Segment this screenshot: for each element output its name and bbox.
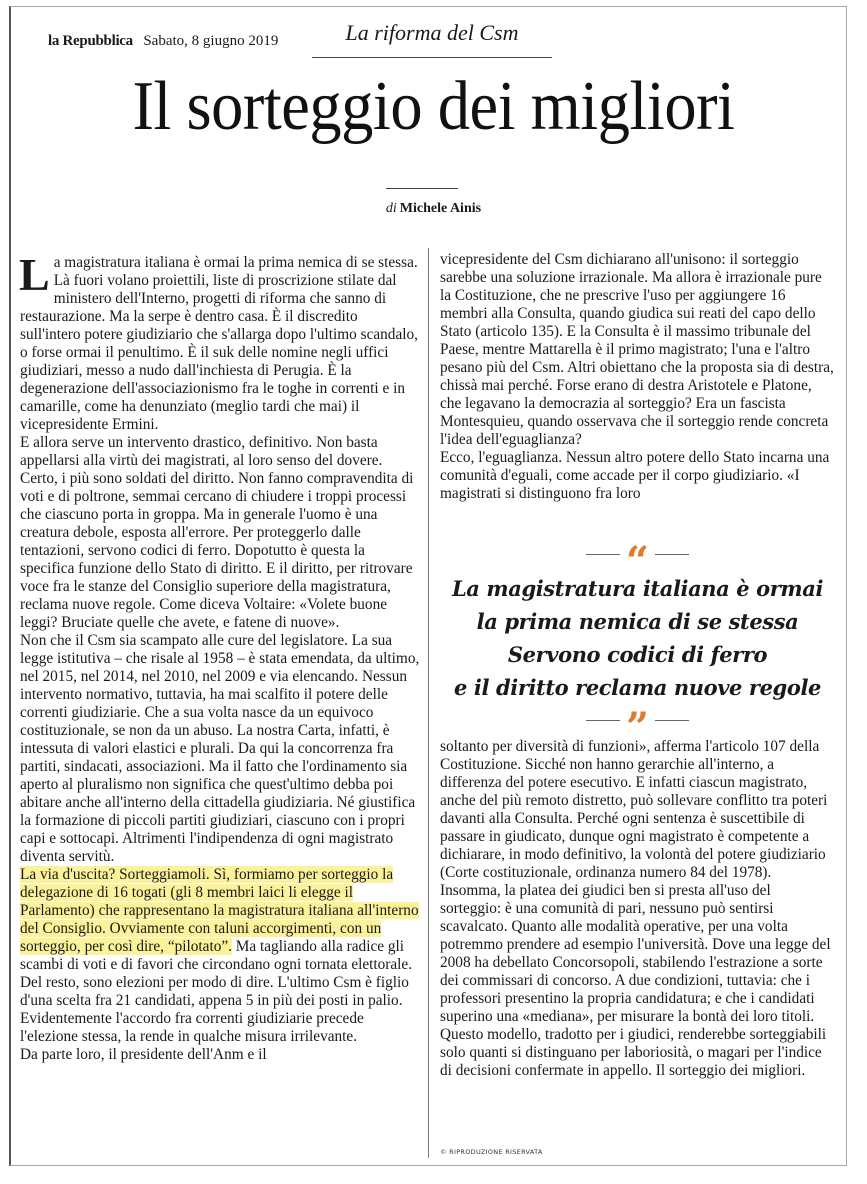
quote-rule	[655, 554, 689, 555]
paragraph: La magistratura italiana è ormai la prima nemica di se stessa. Là fuori volano proiettili, liste di proscrizione stilate dal ministero dell'Interno, progetti di riforma che sanno di restaurazione. Ma la serpe è dentro casa. È il discredito sull'intero potere giudiziario che s'allarga dopo l'ultimo scandalo, o forse ormai il penultimo. È il suk delle nomine negli uffici giudiziari, messo a nudo dall'inchiesta di Perugia. È la degenerazione dell'associazionismo fra le toghe in correnti e in camarille, come ha denunziato (meglio tardi che mai) il vicepresidente Ermini.	[19, 249, 418, 433]
paragraph: Da parte loro, il presidente dell'Anm e il	[20, 1046, 267, 1063]
article-column-right-top	[440, 251, 835, 503]
byline	[0, 201, 867, 217]
highlighted-text: La via d'uscita? Sorteggiamoli. Sì, formiamo per sorteggio la delegazione di 16 togati (gli 8 membri laici li elegge il Parlamento) che rappresentano la magistratura italiana all'interno del Consiglio. Ovviamente con taluni accorgimenti, con un sorteggio, per così dire, “pilotato”.	[20, 866, 419, 955]
paragraph: soltanto per diversità di funzioni», afferma l'articolo 107 della Costituzione. Sicché non hanno gerarchie all'interno, a differenza del potere esecutivo. E infatti ciascun magistrato, anche del più remoto distretto, può sollevare conflitto tra poteri davanti alla Consulta. Perché ogni sentenza è suscettibile di passare in giudicato, dunque ogni magistrato è competente a dichiarare, in modo definitivo, la volontà del potere giudiziario (Corte costituzionale, ordinanza numero 84 del 1978).	[440, 738, 828, 881]
quote-rule	[586, 720, 620, 721]
publication-date: Sabato, 8 giugno 2019	[143, 33, 279, 49]
article-column-left	[19, 249, 420, 1064]
pull-quote-line: la prima nemica di se stessa	[476, 609, 799, 634]
pull-quote	[440, 540, 835, 734]
article-column-right-bottom	[440, 738, 835, 1080]
pull-quote-line: Servono codici di ferro	[507, 642, 768, 667]
headline: Il sorteggio dei migliori	[132, 68, 735, 145]
paragraph: Insomma, la platea dei giudici ben si presta all'uso del sorteggio: è una comunità di pari, nessuno può sentirsi scavalcato. Quanto alle modalità operative, per una volta potremmo prendere ad esempio l'università. Dove una legge del 2008 ha debellato Concorsopoli, stabilendo l'estrazione a sorte dei commissari di concorso. A due condizioni, tuttavia: che i professori presentino la propria candidatura; e che i candidati superino una «mediana», per misurare la bontà dei loro titoli. Questo modello, tradotto per i giudici, renderebbe sorteggiabili solo quanti si distinguano per laboriosità, o magari per l'indice di decisioni confermate in appello. Il sorteggio dei migliori.	[440, 882, 831, 1079]
paragraph: Ecco, l'eguaglianza. Nessun altro potere dello Stato incarna una comunità d'eguali, come accade per il corpo giudiziario. «I magistrati si distinguono fra loro	[440, 449, 830, 502]
pull-quote-line: La magistratura italiana è ormai	[451, 576, 824, 601]
byline-prefix: di	[385, 201, 397, 216]
paragraph: Non che il Csm sia scampato alle cure del legislatore. La sua legge istitutiva – che risale al 1958 – è stata emendata, da ultimo, nel 2015, nel 2014, nel 2010, nel 2009 e via elencando. Nessun intervento normativo, tuttavia, ha mai scalfito il potere delle correnti giudiziarie. Che a sua volta nasce da un equivoco costituzionale, se non da un abuso. La nostra Carta, infatti, è intessuta di valori elastici e plurali. Da qui la concorrenza fra partiti, sindacati, associazioni. Ma il fatto che l'ordinamento sia aperto al pluralismo non significa che quest'ultimo debba poi abitare anche all'interno della cittadella giudiziaria. Né giustifica la formazione di piccoli partiti giudiziari, ciascuno con i propri capi e sottocapi. Altrimenti l'indipendenza di ogni magistrato diventa servitù.	[20, 632, 420, 865]
masthead	[48, 33, 278, 50]
column-divider	[428, 248, 429, 1158]
copyright-notice: © RIPRODUZIONE RISERVATA	[440, 1148, 543, 1156]
drop-cap: L	[19, 249, 50, 300]
section-title: La riforma del Csm	[345, 20, 519, 45]
quote-rule	[655, 720, 689, 721]
newspaper-brand: la Repubblica	[48, 33, 133, 49]
quote-rule	[586, 554, 620, 555]
section-rule	[312, 57, 552, 58]
byline-rule	[386, 188, 458, 189]
open-quote-icon: “	[625, 538, 649, 570]
close-quote-icon: ”	[625, 704, 649, 736]
pull-quote-line: e il diritto reclama nuove regole	[454, 675, 821, 700]
byline-author: Michele Ainis	[399, 201, 482, 216]
paragraph: E allora serve un intervento drastico, definitivo. Non basta appellarsi alla virtù dei magistrati, al loro senso del dovere. Certo, i più sono soldati del diritto. Non fanno compravendita di voti e di poltrone, semmai cercano di chiudere i troppi processi che ciascuno porta in groppa. Ma in generale l'uomo è una creatura debole, esposta all'errore. Per proteggerlo dalle tentazioni, servono codici di ferro. Dopotutto è questa la specifica funzione dello Stato di diritto. E il diritto, per ritrovare voce fra le stanze del Consiglio superiore della magistratura, reclama nuove regole. Come diceva Voltaire: «Volete buone leggi? Bruciate quelle che avete, e fatene di nuove».	[20, 434, 414, 631]
paragraph: La via d'uscita? Sorteggiamoli. Sì, formiamo per sorteggio la delegazione di 16 togati (gli 8 membri laici li elegge il Parlamento) che rappresentano la magistratura italiana all'interno del Consiglio. Ovviamente con taluni accorgimenti, con un sorteggio, per così dire, “pilotato”. Ma tagliando alla radice gli scambi di voti e di favori che circondano ogni tornata elettorale. Del resto, sono elezioni per modo di dire. L'ultimo Csm è figlio d'una scelta fra 21 candidati, appena 5 in più dei posti in palio. Evidentemente l'accordo fra correnti giudiziarie precede l'elezione stessa, la rende in qualche misura irrilevante.	[20, 866, 419, 1045]
paragraph: vicepresidente del Csm dichiarano all'unisono: il sorteggio sarebbe una soluzione irrazionale. Ma allora è irrazionale pure la Costituzione, che ne prescrive l'uso per aggiungere 16 membri alla Consulta, quando giudica sui reati del capo dello Stato (articolo 135). E la Consulta è il massimo tribunale del Paese, mentre Mattarella è il primo magistrato; l'una e l'altro pesano più del Csm. Altri obiettano che la proposta sia di destra, chissà mai perché. Forse erano di destra Aristotele e Platone, che legavano la democrazia al sorteggio? Era un fascista Montesquieu, quando osservava che il sorteggio rende concreta l'idea dell'eguaglianza?	[440, 251, 834, 448]
